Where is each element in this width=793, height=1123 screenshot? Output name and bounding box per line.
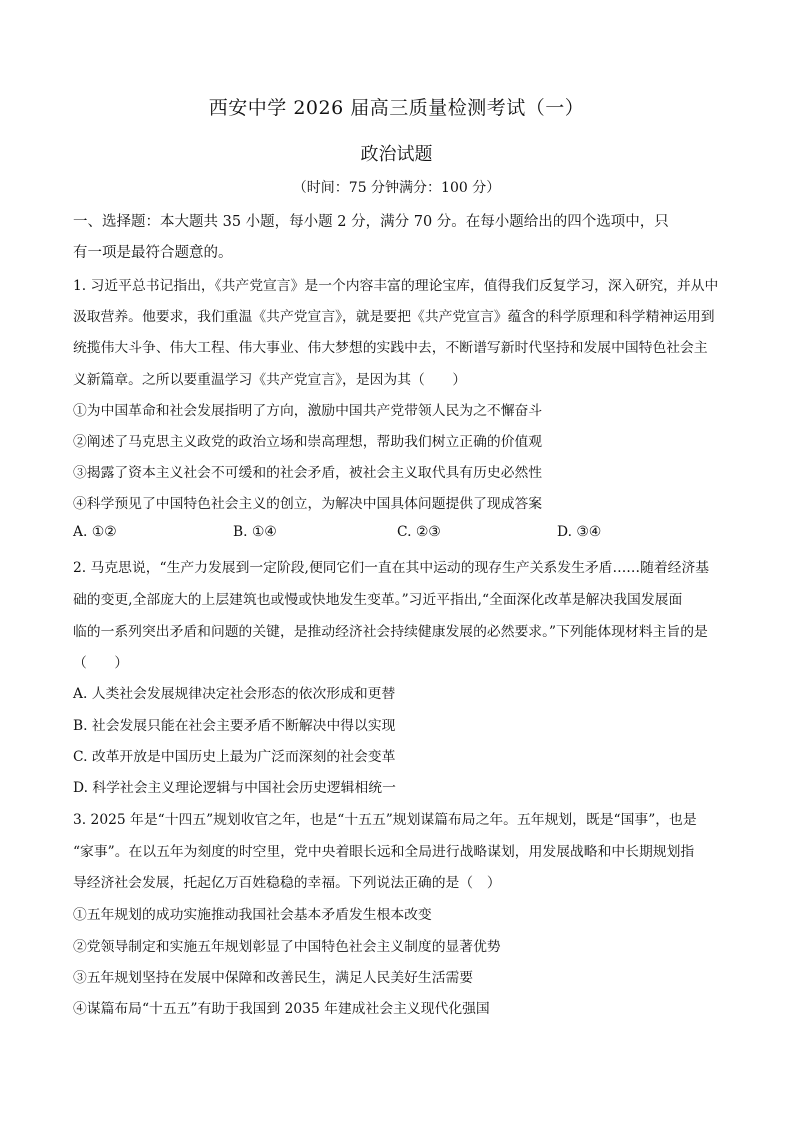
q2-option-a[interactable]: A. 人类社会发展规律决定社会形态的依次形成和更替 bbox=[73, 686, 396, 702]
q2-stem-line1: 2. 马克思说，“生产力发展到一定阶段,便同它们一直在其中运动的现存生产关系发生矛盾……随着经济基 bbox=[73, 560, 710, 576]
q3-item1: ①五年规划的成功实施推动我国社会基本矛盾发生根本改变 bbox=[73, 907, 432, 923]
q2-stem-line4: （ ） bbox=[73, 655, 129, 671]
q2-option-c[interactable]: C. 改革开放是中国历史上最为广泛而深刻的社会变革 bbox=[73, 749, 396, 765]
section-instruction-line1: 一、选择题：本大题共 35 小题，每小题 2 分，满分 70 分。在每小题给出的四个选项中，只 bbox=[73, 214, 669, 230]
q2-option-d[interactable]: D. 科学社会主义理论逻辑与中国社会历史逻辑相统一 bbox=[73, 780, 396, 796]
q1-option-d[interactable]: D. ③④ bbox=[557, 524, 602, 540]
q1-stem-line1: 1. 习近平总书记指出，《共产党宣言》是一个内容丰富的理论宝库，值得我们反复学习，深入研究，并从中 bbox=[73, 278, 719, 294]
q3-stem-line3: 导经济社会发展，托起亿万百姓稳稳的幸福。下列说法正确的是（ ） bbox=[73, 875, 501, 891]
q1-item1: ①为中国革命和社会发展指明了方向，激励中国共产党带领人民为之不懈奋斗 bbox=[73, 403, 543, 419]
q1-item4: ④科学预见了中国特色社会主义的创立，为解决中国具体问题提供了现成答案 bbox=[73, 496, 543, 512]
subject-title: 政治试题 bbox=[360, 144, 433, 165]
q3-stem-line2: “家事”。在以五年为刻度的时空里，党中央着眼长远和全局进行战略谋划，用发展战略和中长期规划指 bbox=[73, 844, 695, 860]
q2-stem-line3: 临的一系列突出矛盾和问题的关键，是推动经济社会持续健康发展的必然要求。”下列能体现材料主旨的是 bbox=[73, 624, 708, 640]
exam-title: 西安中学 2026 届高三质量检测考试（一） bbox=[208, 97, 585, 119]
q3-item3: ③五年规划坚持在发展中保障和改善民生，满足人民美好生活需要 bbox=[73, 970, 474, 986]
q1-item3: ③揭露了资本主义社会不可缓和的社会矛盾，被社会主义取代具有历史必然性 bbox=[73, 465, 543, 481]
q1-option-a[interactable]: A. ①② bbox=[73, 524, 117, 540]
q1-stem-line3: 统揽伟大斗争、伟大工程、伟大事业、伟大梦想的实践中去，不断谱写新时代坚持和发展中国特色社会主 bbox=[73, 340, 708, 356]
q1-option-b[interactable]: B. ①④ bbox=[233, 524, 277, 540]
q3-item4: ④谋篇布局“十五五”有助于我国到 2035 年建成社会主义现代化强国 bbox=[73, 1001, 490, 1017]
q3-item2: ②党领导制定和实施五年规划彰显了中国特色社会主义制度的显著优势 bbox=[73, 939, 501, 955]
q1-stem-line2: 汲取营养。他要求，我们重温《共产党宣言》，就是要把《共产党宣言》蕴含的科学原理和科学精神运用到 bbox=[73, 309, 715, 325]
time-info: （时间：75 分钟满分：100 分） bbox=[292, 180, 501, 196]
q1-option-c[interactable]: C. ②③ bbox=[397, 524, 441, 540]
q1-stem-line4: 义新篇章。之所以要重温学习《共产党宣言》，是因为其（ ） bbox=[73, 372, 467, 388]
section-instruction-line2: 有一项是最符合题意的。 bbox=[73, 245, 233, 261]
q3-stem-line1: 3. 2025 年是“十四五”规划收官之年，也是“十五五”规划谋篇布局之年。五年规划，既是“国事”，也是 bbox=[73, 812, 697, 828]
q2-option-b[interactable]: B. 社会发展只能在社会主要矛盾不断解决中得以实现 bbox=[73, 718, 396, 734]
q1-item2: ②阐述了马克思主义政党的政治立场和崇高理想，帮助我们树立正确的价值观 bbox=[73, 434, 543, 450]
q2-stem-line2: 础的变更,全部庞大的上层建筑也或慢或快地发生变革。”习近平指出,“全面深化改革是解决我国发展面 bbox=[73, 592, 683, 608]
